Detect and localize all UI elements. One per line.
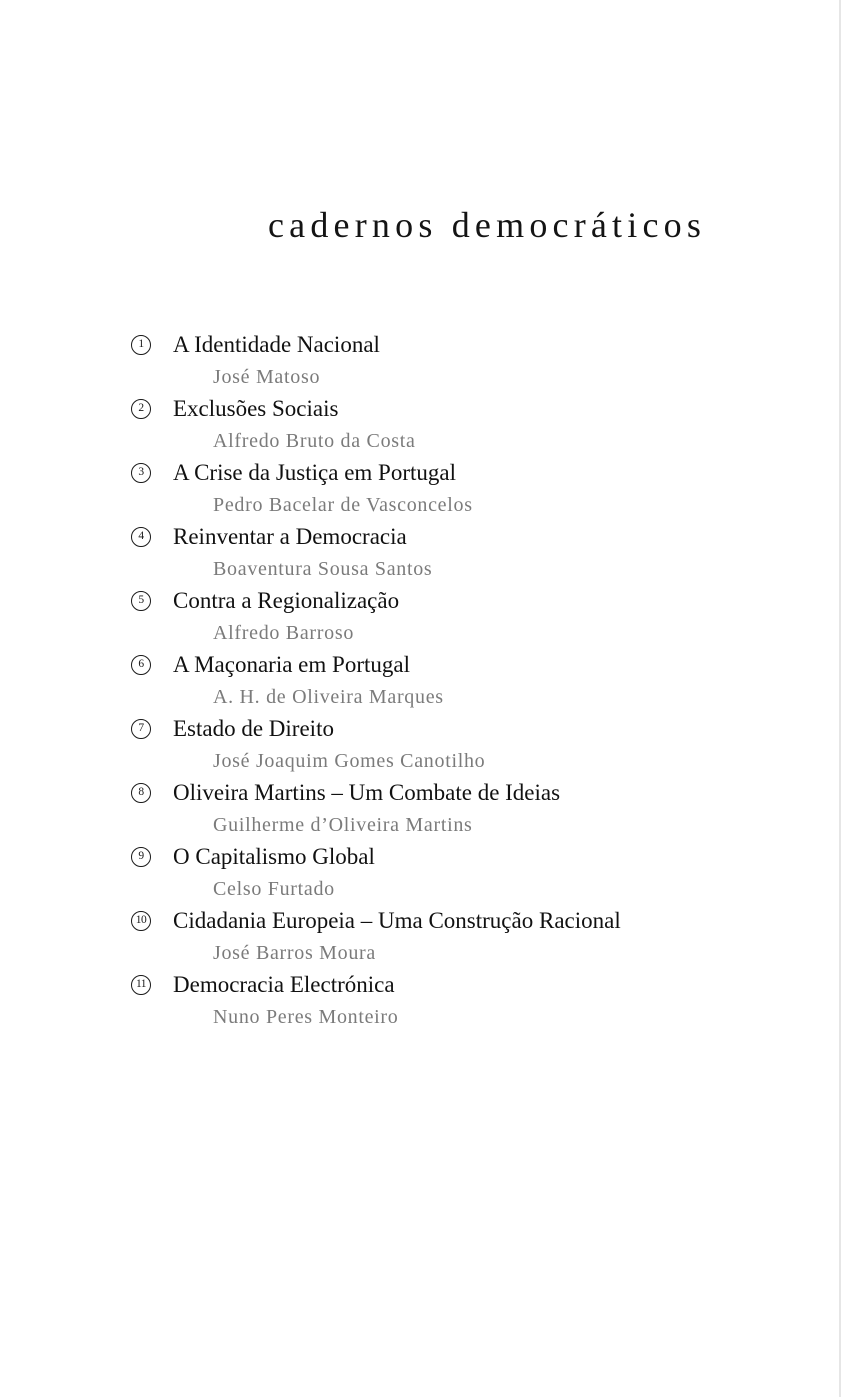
book-title: Democracia Electrónica bbox=[173, 972, 395, 997]
book-list bbox=[130, 330, 770, 1034]
list-item bbox=[130, 394, 770, 458]
number-badge: 6 bbox=[131, 655, 151, 675]
book-author: Celso Furtado bbox=[213, 878, 335, 900]
number-badge: 7 bbox=[131, 719, 151, 739]
book-title: Exclusões Sociais bbox=[173, 396, 339, 421]
book-author: Alfredo Barroso bbox=[213, 622, 355, 644]
book-author: José Joaquim Gomes Canotilho bbox=[213, 750, 486, 772]
list-item bbox=[130, 970, 770, 1034]
book-title: Contra a Regionalização bbox=[173, 588, 400, 613]
book-title: Estado de Direito bbox=[173, 716, 334, 741]
book-author: Nuno Peres Monteiro bbox=[213, 1006, 399, 1028]
number-badge: 8 bbox=[131, 783, 151, 803]
list-item bbox=[130, 458, 770, 522]
list-item bbox=[130, 330, 770, 394]
book-author: José Barros Moura bbox=[213, 942, 376, 964]
number-badge: 11 bbox=[131, 975, 151, 995]
book-author: Boaventura Sousa Santos bbox=[213, 558, 433, 580]
book-author: Pedro Bacelar de Vasconcelos bbox=[213, 494, 473, 516]
list-item bbox=[130, 650, 770, 714]
list-item bbox=[130, 906, 770, 970]
list-item bbox=[130, 778, 770, 842]
book-title: O Capitalismo Global bbox=[173, 844, 375, 869]
book-author: A. H. de Oliveira Marques bbox=[213, 686, 444, 708]
list-item bbox=[130, 842, 770, 906]
book-title: Reinventar a Democracia bbox=[173, 524, 407, 549]
number-badge: 3 bbox=[131, 463, 151, 483]
number-badge: 9 bbox=[131, 847, 151, 867]
book-title: Oliveira Martins – Um Combate de Ideias bbox=[173, 780, 561, 805]
number-badge: 2 bbox=[131, 399, 151, 419]
book-title: Cidadania Europeia – Uma Construção Racional bbox=[173, 908, 621, 933]
book-title: A Crise da Justiça em Portugal bbox=[173, 460, 456, 485]
book-title: A Identidade Nacional bbox=[173, 332, 380, 357]
list-item bbox=[130, 522, 770, 586]
book-author: Alfredo Bruto da Costa bbox=[213, 430, 416, 452]
book-author: Guilherme d’Oliveira Martins bbox=[213, 814, 473, 836]
list-item bbox=[130, 586, 770, 650]
number-badge: 1 bbox=[131, 335, 151, 355]
number-badge: 5 bbox=[131, 591, 151, 611]
series-title: cadernos democráticos bbox=[268, 205, 707, 245]
number-badge: 4 bbox=[131, 527, 151, 547]
number-badge: 10 bbox=[131, 911, 151, 931]
book-title: A Maçonaria em Portugal bbox=[173, 652, 410, 677]
list-item bbox=[130, 714, 770, 778]
book-author: José Matoso bbox=[213, 366, 321, 388]
